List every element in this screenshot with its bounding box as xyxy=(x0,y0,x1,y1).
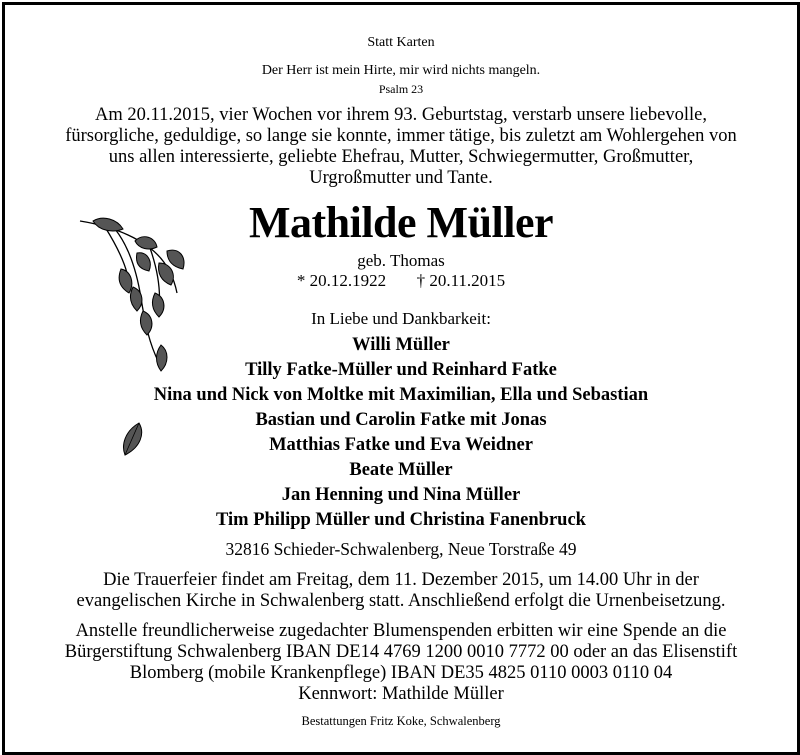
donation-line: Kennwort: Mathilde Müller xyxy=(298,684,504,704)
death-date: † 20.11.2015 xyxy=(416,271,506,290)
falling-leaf-icon xyxy=(117,421,147,461)
funeral-line: evangelischen Kirche in Schwalenberg statt. Anschließend erfolgt die Urnenbeisetzung. xyxy=(76,591,726,611)
mourner-name: Tilly Fatke-Müller und Reinhard Fatke xyxy=(245,360,557,380)
address-line: 32816 Schieder-Schwalenberg, Neue Torstraße 49 xyxy=(225,539,577,559)
announcement-line: uns allen interessierte, geliebte Ehefrau, Mutter, Schwiegermutter, Großmutter, xyxy=(108,147,694,167)
deceased-name: Mathilde Müller xyxy=(248,198,554,247)
verse-source: Psalm 23 xyxy=(378,82,424,96)
funeral-home: Bestattungen Fritz Koke, Schwalenberg xyxy=(301,714,501,728)
donation-line: Bürgerstiftung Schwalenberg IBAN DE14 4769 1200 0010 7772 00 oder an das Elisenstift xyxy=(64,642,738,662)
announcement-line: Am 20.11.2015, vier Wochen vor ihrem 93. Geburtstag, verstarb unsere liebevolle, xyxy=(95,105,707,125)
announcement-line: Urgroßmutter und Tante. xyxy=(309,168,493,188)
donation-line: Anstelle freundlicherweise zugedachter Blumenspenden erbitten wir eine Spende an die xyxy=(75,621,727,641)
funeral-line: Die Trauerfeier findet am Freitag, dem 11. Dezember 2015, um 14.00 Uhr in der xyxy=(103,570,699,590)
mourner-name: Nina und Nick von Moltke mit Maximilian, Ella und Sebastian xyxy=(153,385,649,405)
intro-line: Statt Karten xyxy=(367,35,435,50)
maiden-name: geb. Thomas xyxy=(357,251,445,270)
mourner-name: Jan Henning und Nina Müller xyxy=(281,485,521,505)
obituary-notice xyxy=(2,2,800,755)
mourner-name: Matthias Fatke und Eva Weidner xyxy=(269,435,533,455)
mourner-name: Beate Müller xyxy=(349,460,453,480)
mourner-name: Bastian und Carolin Fatke mit Jonas xyxy=(255,410,547,430)
announcement-line: fürsorgliche, geduldige, so lange sie konnte, immer tätige, bis zuletzt am Wohlergehen von xyxy=(65,126,737,146)
mourner-name: Tim Philipp Müller und Christina Fanenbruck xyxy=(216,510,586,530)
birch-branch-icon xyxy=(75,213,195,383)
birth-date: * 20.12.1922 xyxy=(296,271,387,290)
verse-line: Der Herr ist mein Hirte, mir wird nichts mangeln. xyxy=(261,63,541,78)
mourner-name: Willi Müller xyxy=(352,335,450,355)
donation-line: Blomberg (mobile Krankenpflege) IBAN DE35 4825 0110 0003 0110 04 xyxy=(129,663,673,683)
gratitude-line: In Liebe und Dankbarkeit: xyxy=(311,309,491,328)
